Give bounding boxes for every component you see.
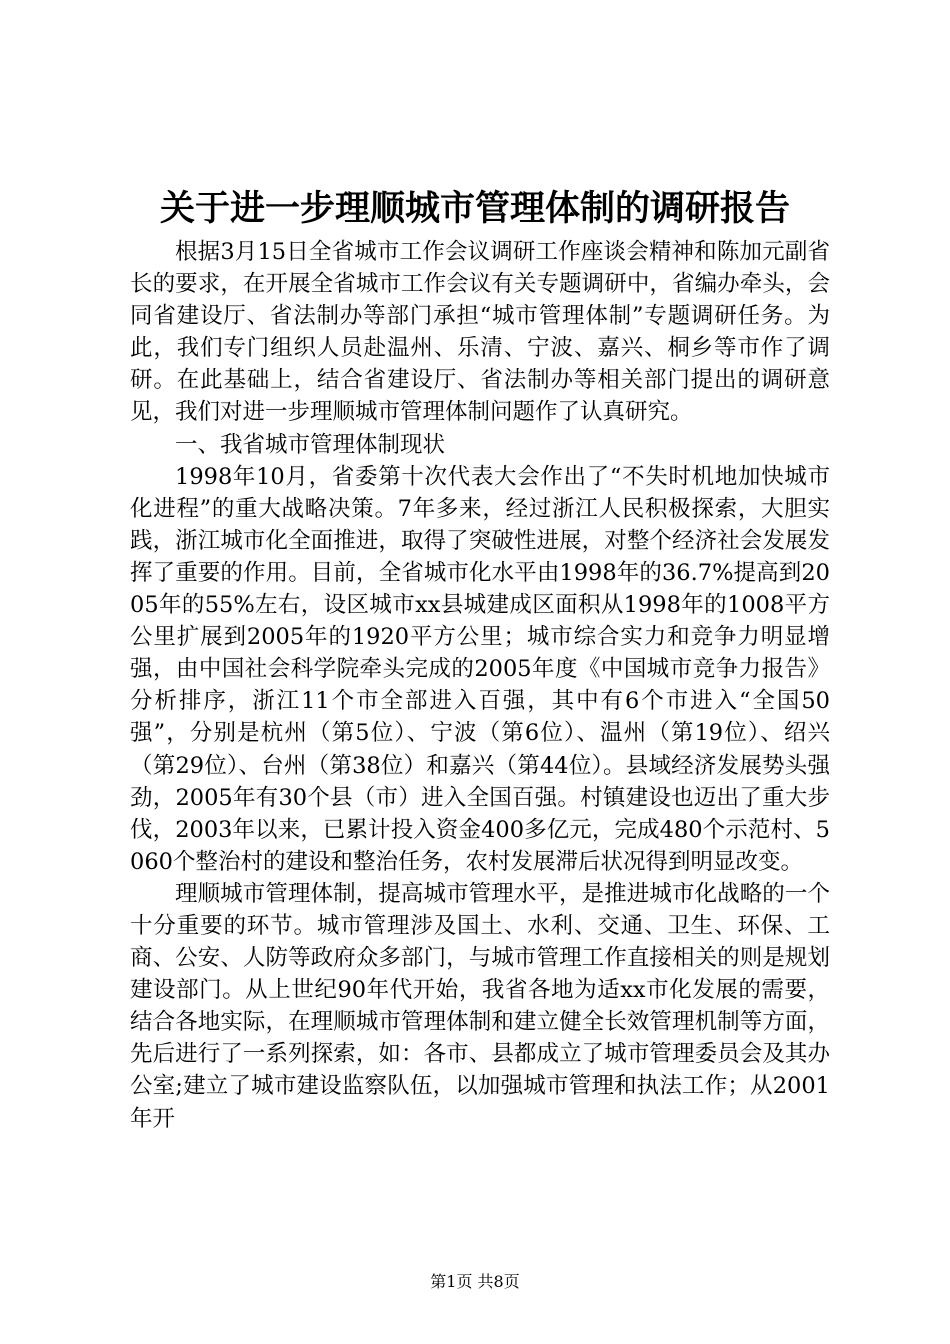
paragraph-management: 理顺城市管理体制，提高城市管理水平，是推进城市化战略的一个十分重要的环节。城市管理涉及国土、水利、交通、卫生、环保、工商、公安、人防等政府众多部门，与城市管理工作直接相关的则是规划建设部门。从上世纪90年代开始，我省各地为适xx市化发展的需要，结合各地实际，在理顺城市管理体制和建立健全长效管理机制等方面，先后进行了一系列探索，如：各市、县都成立了城市管理委员会及其办公室;建立了城市建设监察队伍，以加强城市管理和执法工作；从2001年开: [130, 880, 830, 1132]
document-title: 关于进一步理顺城市管理体制的调研报告: [159, 188, 790, 229]
document-body: [130, 236, 830, 1135]
paragraph-status: 1998年10月，省委第十次代表大会作出了“不失时机地加快城市化进程”的重大战略决策。7年多来，经过浙江人民积极探索，大胆实践，浙江城市化全面推进，取得了突破性进展，对整个经济社会发展发挥了重要的作用。目前，全省城市化水平由1998年的36.7%提高到2005年的55%左右，设区城市xx县城建成区面积从1998年的1008平方公里扩展到2005年的1920平方公里；城市综合实力和竞争力明显增强，由中国社会科学院牵头完成的2005年度《中国城市竞争力报告》分析排序，浙江11个市全部进入百强，其中有6个市进入“全国50强”，分别是杭州（第5位）、宁波（第6位）、温州（第19位）、绍兴（第29位）、台州（第38位）和嘉兴（第44位）。县域经济发展势头强劲，2005年有30个县（市）进入全国百强。村镇建设也迈出了重大步伐，2003年以来，已累计投入资金400多亿元，完成480个示范村、5060个整治村的建设和整治任务，农村发展滞后状况得到明显改变。: [130, 463, 830, 875]
paragraph-intro: 根据3月15日全省城市工作会议调研工作座谈会精神和陈加元副省长的要求，在开展全省城市工作会议有关专题调研中，省编办牵头，会同省建设厅、省法制办等部门承担“城市管理体制”专题调研任务。为此，我们专门组织人员赴温州、乐清、宁波、嘉兴、桐乡等市作了调研。在此基础上，结合省建设厅、省法制办等相关部门提出的调研意见，我们对进一步理顺城市管理体制问题作了认真研究。: [130, 239, 830, 426]
section-heading: 一、我省城市管理体制现状: [175, 431, 446, 458]
page-footer: 第1页 共8页: [430, 1272, 520, 1291]
